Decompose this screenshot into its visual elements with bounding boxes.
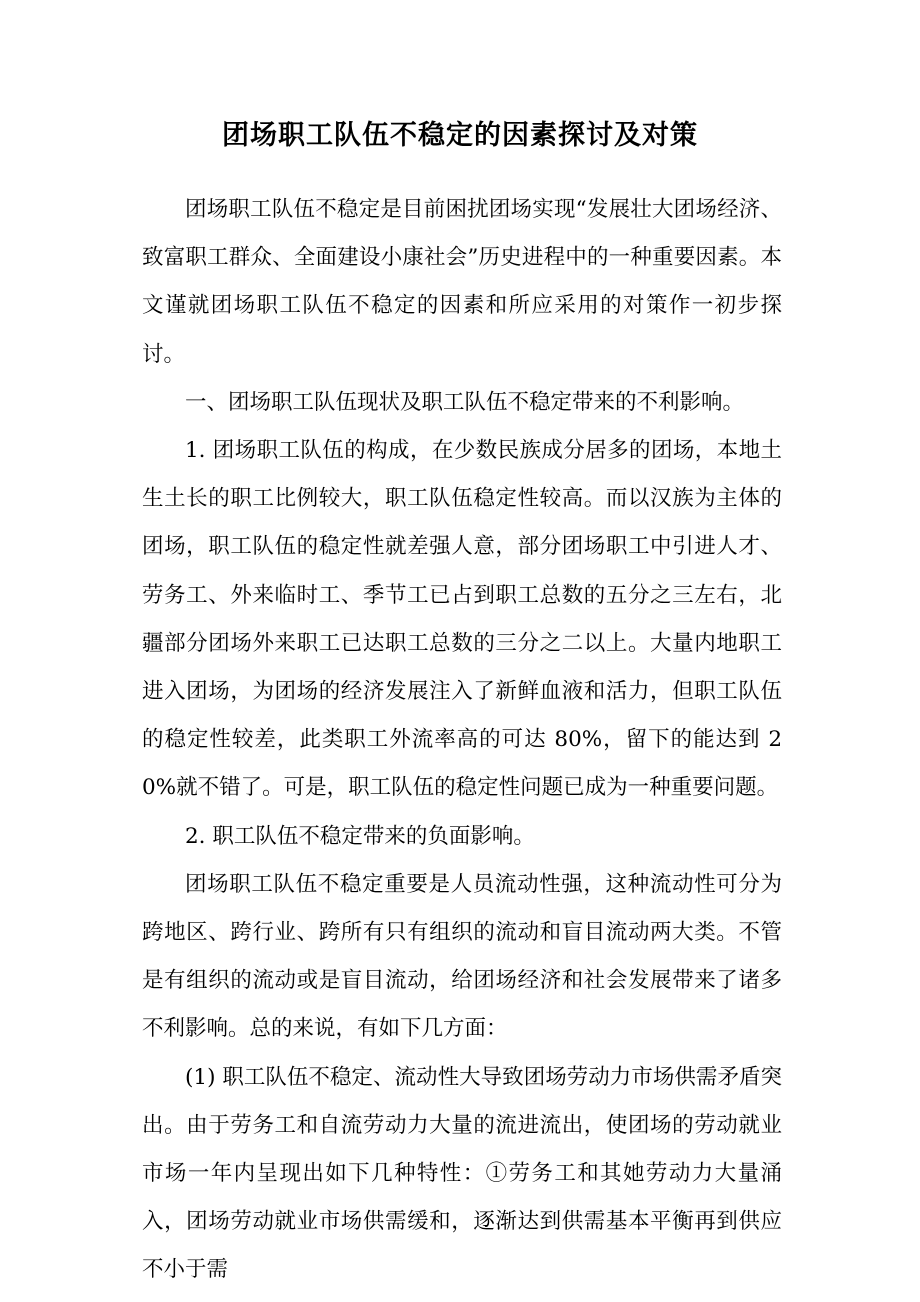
paragraph-item-1: 1. 团场职工队伍的构成，在少数民族成分居多的团场，本地土生土长的职工比例较大，职工队伍稳定性较高。而以汉族为主体的团场，职工队伍的稳定性就差强人意，部分团场职工中引进人才、劳务工、外来临时工、季节工已占到职工总数的五分之三左右，北疆部分团场外来职工已达职工总数的三分之二以上。大量内地职工进入团场，为团场的经济发展注入了新鲜血液和活力，但职工队伍的稳定性较差，此类职工外流率高的可达 80%，留下的能达到 20%就不错了。可是，职工队伍的稳定性问题已成为一种重要问题。 bbox=[142, 438, 782, 801]
paragraph-subitem-1: (1) 职工队伍不稳定、流动性大导致团场劳动力市场供需矛盾突出。由于劳务工和自流劳动力大量的流进流出，使团场的劳动就业市场一年内呈现出如下几种特性：①劳务工和其她劳动力大量涌入，团场劳动就业市场供需缓和，逐渐达到供需基本平衡再到供应不小于需 bbox=[142, 1064, 782, 1283]
section-heading-1: 一、团场职工队伍现状及职工队伍不稳定带来的不利影响。 bbox=[185, 389, 745, 415]
document-body bbox=[142, 186, 782, 1295]
paragraph-item-2: 2. 职工队伍不稳定带来的负面影响。 bbox=[185, 823, 535, 849]
paragraph-intro: 团场职工队伍不稳定是目前困扰团场实现“发展壮大团场经济、致富职工群众、全面建设小康社会”历史进程中的一种重要因素。本文谨就团场职工队伍不稳定的因素和所应采用的对策作一初步探讨。 bbox=[142, 197, 782, 367]
document-title: 团场职工队伍不稳定的因素探讨及对策 bbox=[222, 120, 698, 151]
paragraph-mobility: 团场职工队伍不稳定重要是人员流动性强，这种流动性可分为跨地区、跨行业、跨所有只有组织的流动和盲目流动两大类。不管是有组织的流动或是盲目流动，给团场经济和社会发展带来了诸多不利影响。总的来说，有如下几方面： bbox=[142, 871, 782, 1042]
